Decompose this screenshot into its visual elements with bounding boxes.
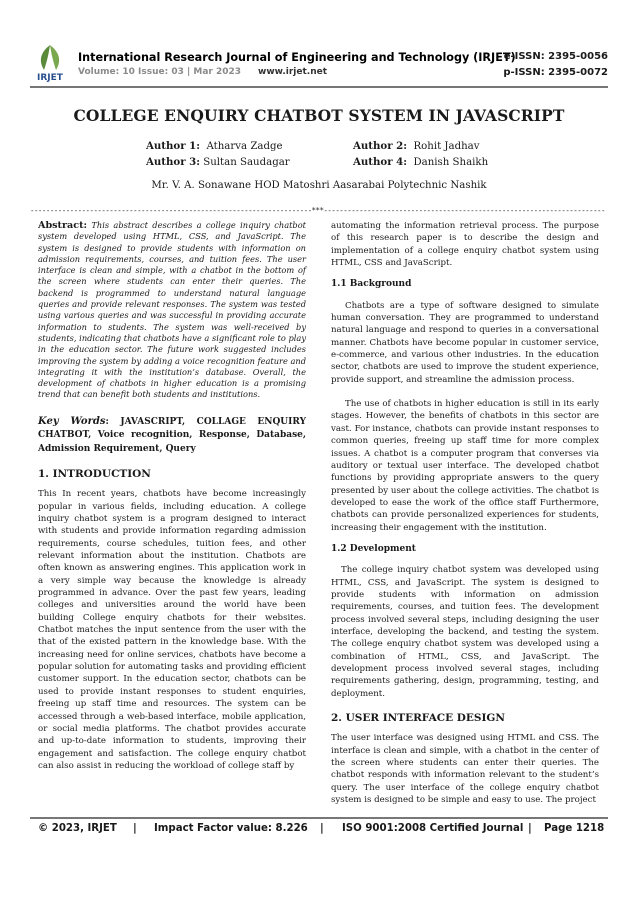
keywords-text: : JAVASCRIPT, COLLAGE ENQUIRY CHATBOT, Voice recognition, Response, Database, Admission Requirement, Query — [38, 416, 306, 454]
footer-divider: | — [528, 823, 532, 834]
footer-iso: ISO 9001:2008 Certified Journal — [342, 823, 524, 834]
author-4 — [353, 156, 488, 168]
footer-rule — [30, 817, 608, 819]
section-heading-ui-design: 2. USER INTERFACE DESIGN — [331, 712, 505, 725]
abstract-label: Abstract: — [38, 220, 88, 231]
journal-url: www.irjet.net — [258, 67, 328, 77]
p-issn: p-ISSN: 2395-0072 — [503, 67, 608, 78]
author-name: Danish Shaikh — [413, 157, 489, 168]
subsection-heading-development: 1.2 Development — [331, 543, 416, 554]
e-issn: e-ISSN: 2395-0056 — [503, 51, 608, 62]
author-name: Atharva Zadge — [206, 141, 283, 152]
journal-name: International Research Journal of Engineering and Technology (IRJET) — [78, 51, 516, 64]
author-2 — [353, 140, 480, 152]
footer-divider: | — [133, 823, 137, 834]
footer-page-number: Page 1218 — [544, 823, 605, 834]
volume-issue: Volume: 10 Issue: 03 | Mar 2023 — [78, 67, 242, 77]
footer-divider: | — [320, 823, 324, 834]
journal-header — [30, 42, 608, 82]
author-label: Author 3: — [146, 156, 200, 168]
author-label: Author 4: — [353, 156, 407, 168]
author-3 — [146, 156, 290, 168]
left-column — [38, 220, 306, 772]
header-rule — [30, 86, 608, 88]
introduction-text: This In recent years, chatbots have become increasingly popular in various fields, including education. A college inquiry chatbot system is a program designed to interact with students and provide information regarding admission requirements, course schedules, tuition fees, and other relevant information about the institution. Chatbots are often known as answering engines. This application work in a very simple way because the knowledge is already programmed in advance. Over the past few years, leading colleges and universities around the world have been building College enquiry chatbots for their websites. Chatbot matches the input sentence from the user with the that of the existed pattern in the knowledge base. With the increasing need for online services, chatbots have become a popular solution for automating tasks and providing efficient customer support. In the education sector, chatbots can be used to provide instant responses to student enquiries, freeing up staff time and resources. The system can be accessed through a web-based interface, mobile application, or social media platforms. The chatbot provides accurate and up-to-date information to students, improving their engagement and satisfaction. The college enquiry chatbot can also assist in reducing the workload of college staff by — [38, 489, 306, 771]
author-1 — [146, 140, 283, 152]
footer-impact-factor: Impact Factor value: 8.226 — [154, 823, 308, 834]
subsection-heading-background: 1.1 Background — [331, 279, 412, 290]
separator-line: -----------------------------------------------------------------------***----------------------------------------------------------------------- — [30, 206, 605, 215]
footer-copyright: © 2023, IRJET — [38, 823, 117, 834]
right-column — [331, 220, 599, 806]
author-label: Author 1: — [146, 140, 200, 152]
background-paragraph-1: Chatbots are a type of software designed to simulate human conversation. They are programmed to understand natural language and respond to queries in a conversational manner. Chatbots have become popular in customer service, e-commerce, and various other industries. In the education sector, chatbots are used to improve the student experience, provide support, and streamline the admission process. — [331, 300, 599, 385]
ui-design-paragraph: The user interface was designed using HTML and CSS. The interface is clean and simple, with a chatbot in the center of the screen where students can enter their queries. The chatbot responds with information relevant to the student’s query. The user interface of the college enquiry chatbot system is designed to be simple and easy to use. The project — [331, 733, 599, 806]
paper-title: COLLEGE ENQUIRY CHATBOT SYSTEM IN JAVASCRIPT — [73, 106, 565, 125]
abstract — [38, 220, 306, 401]
continued-text: automating the information retrieval process. The purpose of this research paper is to describe the design and implementation of a college enquiry chatbot system using HTML, CSS and JavaScript. — [331, 221, 599, 269]
irjet-logo — [30, 42, 70, 82]
author-name: Rohit Jadhav — [413, 141, 480, 152]
keywords — [38, 415, 306, 456]
author-label: Author 2: — [353, 140, 407, 152]
abstract-text: This abstract describes a college inquiry chatbot system developed using HTML, CSS, and JavaScript. The system is designed to provide students with information on admission requirements, courses, and tuition fees. The user interface is clean and simple, with a chatbot in the bottom of the screen where students can enter their queries. The backend is programmed to understand natural language queries and provide relevant responses. The system was tested using various queries and was successful in providing accurate information to students. The system was well-received by students, indicating that chatbots have a significant role to play in the education sector. The future work suggested includes improving the system by adding a voice recognition feature and integrating it with the institution’s database. Overall, the development of chatbots in higher education is a promising trend that can benefit both students and institutions. — [38, 220, 306, 400]
section-heading-introduction: 1. INTRODUCTION — [38, 467, 151, 480]
keywords-label: Key Words — [38, 415, 106, 427]
development-paragraph: The college inquiry chatbot system was developed using HTML, CSS, and JavaScript. The system is designed to provide students with information on admission requirements, courses, and tuition fees. The development process involved several steps, including designing the user interface, developing the backend, and testing the system. The college enquiry chatbot system was developed using a combination of HTML, CSS, and JavaScript. The development process involved several stages, including requirements gathering, design, programming, testing, and deployment. — [331, 565, 599, 699]
svg-text:IRJET: IRJET — [37, 73, 63, 82]
affiliation: Mr. V. A. Sonawane HOD Matoshri Aasarabai Polytechnic Nashik — [151, 180, 487, 191]
author-name: Sultan Saudagar — [203, 157, 290, 168]
background-paragraph-2: The use of chatbots in higher education is still in its early stages. However, the benefits of chatbots in this sector are vast. For instance, chatbots can provide instant responses to common queries, freeing up staff time for more complex issues. A chatbot is a computer program that converses via auditory or textual user interface. The developed chatbot functions by providing appropriate answers to the query presented by user about the college activities. The chatbot is developed to ease the work of the office staff Furthermore, chatbots can provide personalized experiences for students, increasing their engagement with the institution. — [331, 399, 599, 533]
